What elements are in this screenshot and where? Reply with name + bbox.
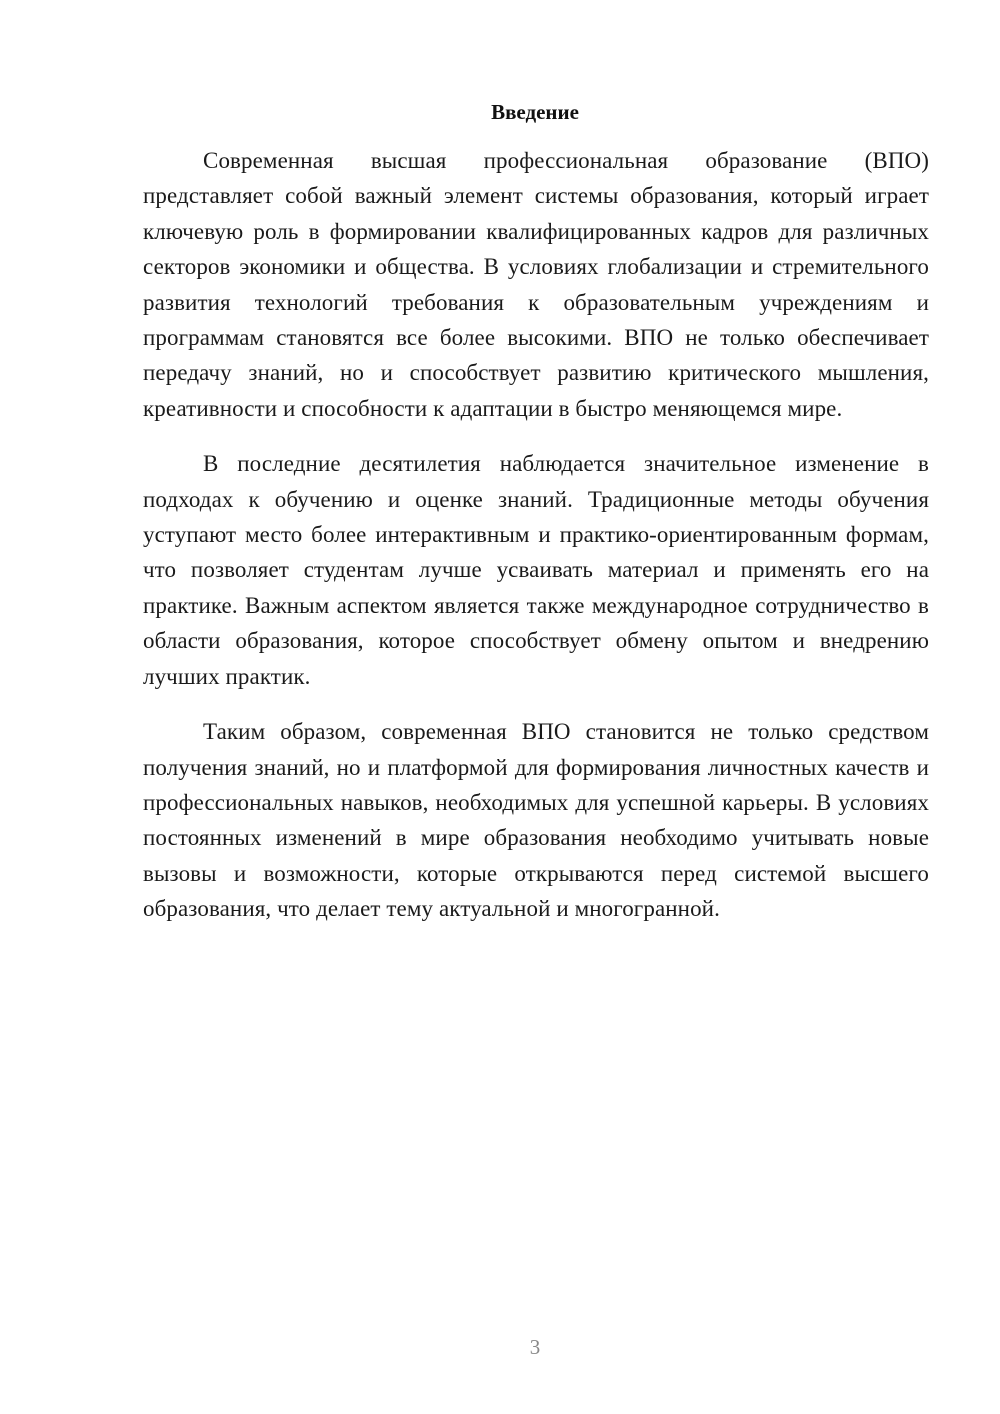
section-heading: Введение [491,100,579,124]
body-text [143,143,929,947]
paragraph-3: Таким образом, современная ВПО становится не только средством получения знаний, но и платформой для формирования личностных качеств и профессиональных навыков, необходимых для успешной карьеры. В условиях постоянных изменений в мире образования необходимо учитывать новые вызовы и возможности, которые открываются перед системой высшего образования, что делает тему актуальной и многогранной. [143,719,929,922]
paragraph-1: Современная высшая профессиональная образование (ВПО) представляет собой важный элемент системы образования, который играет ключевую роль в формировании квалифицированных кадров для различных секторов экономики и общества. В условиях глобализации и стремительного развития технологий требования к образовательным учреждениям и программам становятся все более высокими. ВПО не только обеспечивает передачу знаний, но и способствует развитию критического мышления, креативности и способности к адаптации в быстро меняющемся мире. [143,148,929,421]
page-number: 3 [529,1335,541,1359]
paragraph-2: В последние десятилетия наблюдается значительное изменение в подходах к обучению и оценке знаний. Традиционные методы обучения уступают место более интерактивным и практико-ориентированным формам, что позволяет студентам лучше усваивать материал и применять его на практике. Важным аспектом является также международное сотрудничество в области образования, которое способствует обмену опытом и внедрению лучших практик. [143,451,929,689]
